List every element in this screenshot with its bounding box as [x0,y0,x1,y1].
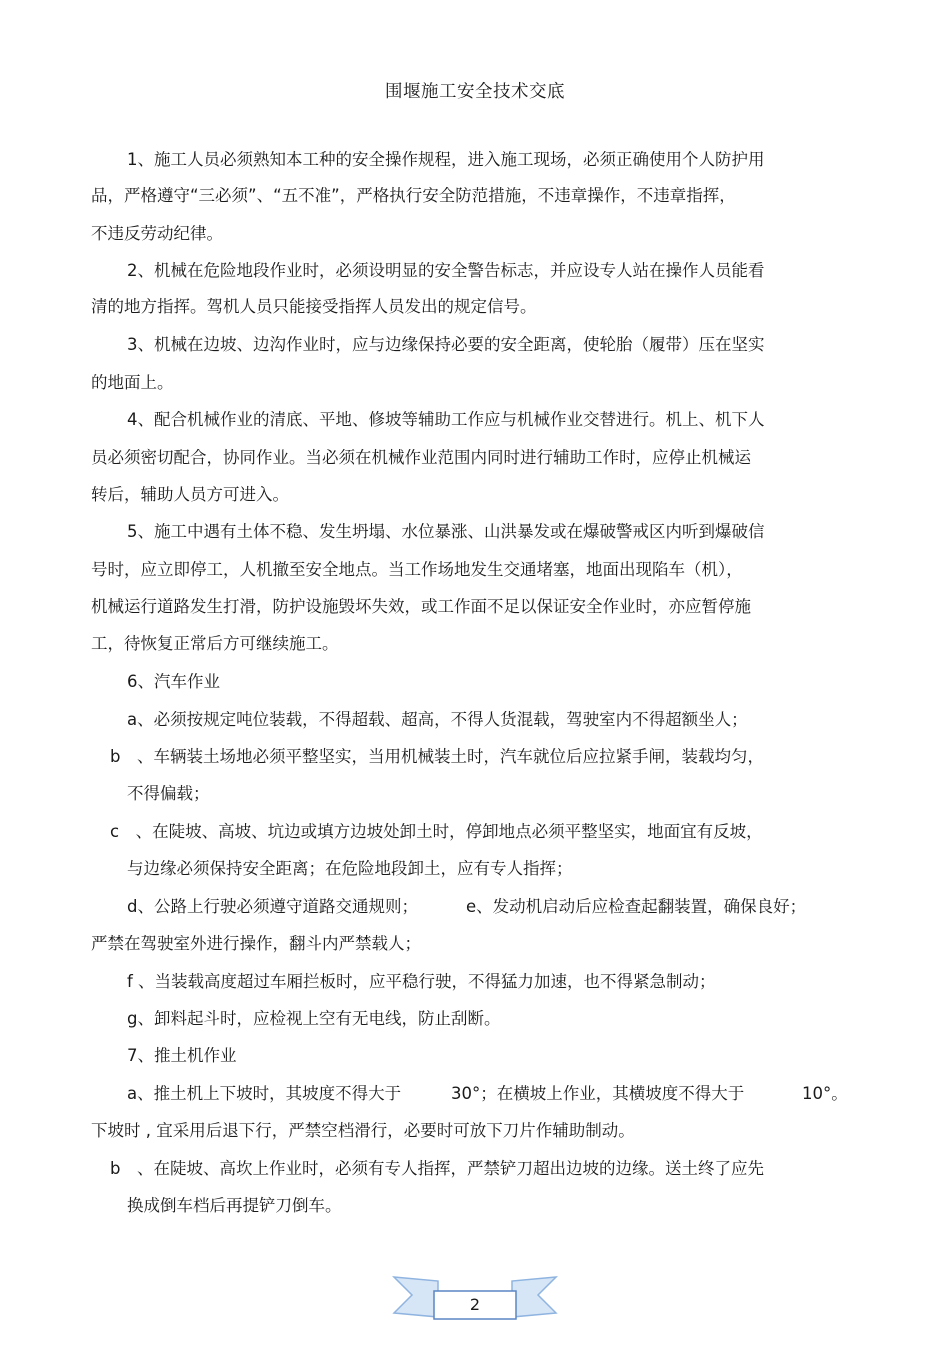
list-item-line: 30°；在横坡上作业，其横坡度不得大于 [451,1084,745,1103]
paragraph-line: 员必须密切配合，协同作业。当必须在机械作业范围内同时进行辅助工作时，应停止机械运 [91,448,751,467]
paragraph-line: 号时，应立即停工，人机撤至安全地点。当工作场地发生交通堵塞，地面出现陷车（机）， [91,560,743,579]
list-item-line: 与边缘必须保持安全距离；在危险地段卸土，应有专人指挥； [127,859,573,878]
document-title: 围堰施工安全技术交底 [385,82,565,102]
list-item-line: 严禁在驾驶室外进行操作，翻斗内严禁载人； [91,934,421,953]
list-item-line: 不得偏载； [127,784,210,803]
paragraph-line: 工，待恢复正常后方可继续施工。 [91,634,339,653]
list-item-line: f 、当装载高度超过车厢拦板时，应平稳行驶，不得猛力加速，也不得紧急制动； [127,972,716,991]
paragraph-line: 品，严格遵守“三必须”、“五不准”，严格执行安全防范措施，不违章操作，不违章指挥， [91,186,736,205]
paragraph-line: 2、机械在危险地段作业时，必须设明显的安全警告标志，并应设专人站在操作人员能看 [127,261,765,280]
paragraph-line: 机械运行道路发生打滑，防护设施毁坏失效，或工作面不足以保证安全作业时，亦应暂停施 [91,597,751,616]
paragraph-line: 的地面上。 [91,373,174,392]
list-item-line: b 、车辆装土场地必须平整坚实，当用机械装土时，汽车就位后应拉紧手闸，装载均匀， [110,747,764,766]
paragraph-line: 3、机械在边坡、边沟作业时，应与边缘保持必要的安全距离，使轮胎（履带）压在坚实 [127,335,765,354]
list-item-line: 下坡时 , 宜采用后退下行，严禁空档滑行，必要时可放下刀片作辅助制动。 [91,1121,635,1140]
list-item-line: 10°。 [802,1084,848,1103]
paragraph-line: 转后，辅助人员方可进入。 [91,485,289,504]
list-item-line: g、卸料起斗时，应检视上空有无电线，防止刮断。 [127,1009,501,1028]
section-heading: 6、汽车作业 [127,672,220,691]
list-item-line: a、推土机上下坡时，其坡度不得大于 [127,1084,402,1103]
paragraph-line: 不违反劳动纪律。 [91,224,223,243]
list-item-line: c 、在陡坡、高坡、坑边或填方边坡处卸土时，停卸地点必须平整坚实，地面宜有反坡， [110,822,763,841]
paragraph-line: 清的地方指挥。驾机人员只能接受指挥人员发出的规定信号。 [91,297,537,316]
section-heading: 7、推土机作业 [127,1046,237,1065]
paragraph-line: 1、施工人员必须熟知本工种的安全操作规程，进入施工现场，必须正确使用个人防护用 [127,150,765,169]
paragraph-line: 5、施工中遇有土体不稳、发生坍塌、水位暴涨、山洪暴发或在爆破警戒区内听到爆破信 [127,522,765,541]
list-item-line: e、发动机启动后应检查起翻装置，确保良好； [466,897,807,916]
paragraph-line: 4、配合机械作业的清底、平地、修坡等辅助工作应与机械作业交替进行。机上、机下人 [127,410,765,429]
list-item-line: d、公路上行驶必须遵守道路交通规则； [127,897,418,916]
list-item-line: 换成倒车档后再提铲刀倒车。 [127,1196,342,1215]
page-number: 2 [469,1295,481,1314]
list-item-line: a、必须按规定吨位装载，不得超载、超高，不得人货混载，驾驶室内不得超额坐人； [127,710,748,729]
list-item-line: b 、在陡坡、高坎上作业时，必须有专人指挥，严禁铲刀超出边坡的边缘。送土终了应先 [110,1159,764,1178]
